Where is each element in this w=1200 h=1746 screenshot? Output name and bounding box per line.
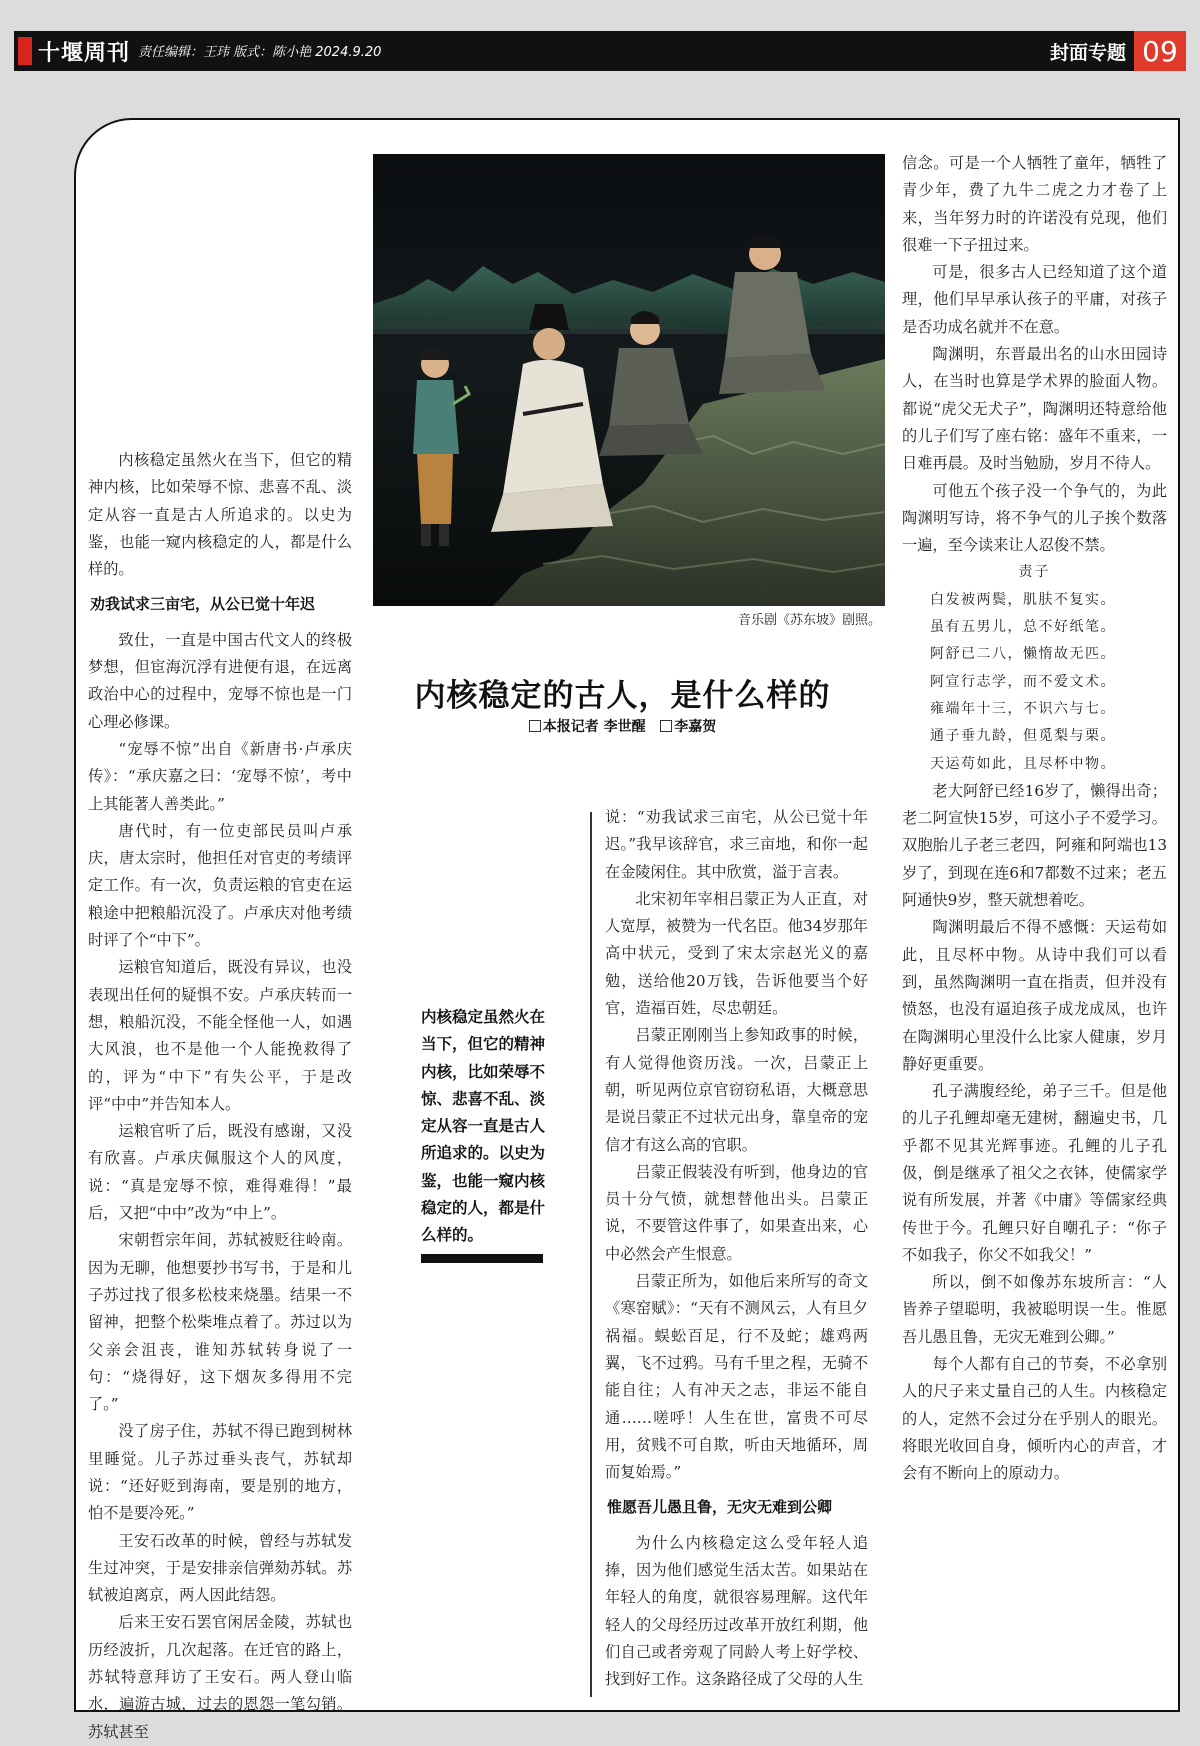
poem-line: 天运苟如此，且尽杯中物。 [930, 755, 1116, 772]
pull-quote-bar [421, 1254, 543, 1263]
byline [385, 716, 860, 736]
byline-reporter-2: 李嘉贺 [674, 719, 717, 735]
logo-text: 十堰周刊 [38, 39, 131, 66]
paragraph: 每个人都有自己的节奏，不必拿别人的尺子来丈量自己的人生。内核稳定的人，定然不会过分在乎别人的眼光。将眼光收回自身，倾听内心的声音，才会有不断向上的原动力。 [902, 1355, 1167, 1483]
editor-credits: 责任编辑：王玮 版式：陈小艳 2024.9.20 [138, 45, 382, 60]
paragraph: 后来王安石罢官闲居金陵，苏轼也历经波折，几次起落。在迁官的路上，苏轼特意拜访了王安石。两人登山临水，遍游古城，过去的恩怨一笔勾销。苏轼甚至 [88, 1613, 352, 1741]
paragraph: 老大阿舒已经16岁了，懒得出奇；老二阿宣快15岁，可这小子不爱学习。双胞胎儿子老三老四，阿雍和阿端也13岁了，到现在连6和7都数不过来；老五阿通快9岁，整天就想着吃。 [902, 781, 1167, 910]
paragraph: “宠辱不惊”出自《新唐书·卢承庆传》：“承庆嘉之曰：‘宠辱不惊’，考中上其能著人善类此。” [88, 739, 352, 813]
byline-marker [529, 720, 541, 732]
paragraph: 陶渊明最后不得不感慨：天运苟如此，且尽杯中物。从诗中我们可以看到，虽然陶渊明一直在指责，但并没有愤怒，也没有逼迫孩子成龙成凤，也许在陶渊明心里没什么比家人健康，岁月静好更重要。 [902, 918, 1167, 1073]
section-title: 封面专题 [1049, 42, 1126, 64]
poem-line: 白发被两鬓，肌肤不复实。 [930, 591, 1116, 608]
paragraph: 吕蒙正刚刚当上参知政事的时候，有人觉得他资历浅。一次，吕蒙正上朝，听见两位京官窃窃私语，大概意思是说吕蒙正不过状元出身，靠皇帝的宠信才有这么高的官职。 [605, 1026, 868, 1154]
paragraph: 内核稳定虽然火在当下，但它的精神内核，比如荣辱不惊、悲喜不乱、淡定从容一直是古人所追求的。以史为鉴，也能一窥内核稳定的人，都是什么样的。 [88, 451, 352, 579]
paragraph: 陶渊明，东晋最出名的山水田园诗人，在当时也算是学术界的脸面人物。都说“虎父无犬子”，陶渊明还特意给他的儿子们写了座右铭：盛年不重来，一日难再晨。及时当勉励，岁月不待人。 [902, 345, 1167, 473]
paragraph: 致仕，一直是中国古代文人的终极梦想，但宦海沉浮有进便有退，在远离政治中心的过程中，宠辱不惊也是一门心理必修课。 [88, 630, 352, 731]
paragraph: 王安石改革的时候，曾经与苏轼发生过冲突，于是安排亲信弹劾苏轼。苏轼被迫离京，两人因此结怨。 [88, 1531, 352, 1605]
article-column-1 [88, 447, 352, 1741]
paragraph: 北宋初年宰相吕蒙正为人正直，对人宽厚，被赞为一代名臣。他34岁那年高中状元，受到了宋太宗赵光义的嘉勉，送给他20万钱，告诉他要当个好官，造福百姓，尽忠朝廷。 [605, 889, 868, 1018]
pull-quote: 内核稳定虽然火在当下，但它的精神内核，比如荣辱不惊、悲喜不乱、淡定从容一直是古人所追求的。以史为鉴，也能一窥内核稳定的人，都是什么样的。 [421, 1008, 546, 1245]
poem-line: 阿舒已二八，懒惰故无匹。 [930, 646, 1116, 663]
poem-line: 通子垂九龄，但觅梨与栗。 [930, 728, 1116, 745]
stage-photo-illustration [373, 154, 885, 606]
masthead-logo [14, 31, 130, 71]
page-header [14, 31, 1186, 71]
poem-title: 责子 [1018, 564, 1051, 581]
poem-line: 雍端年十三，不识六与七。 [930, 700, 1116, 717]
photo-caption: 音乐剧《苏东坡》剧照。 [737, 613, 881, 628]
logo-mark [18, 37, 32, 65]
paragraph: 为什么内核稳定这么受年轻人追捧，因为他们感觉生活太苦。如果站在年轻人的角度，就很容易理解。这代年轻人的父母经历过改革开放红利期，他们自己或者旁观了同龄人考上好学校、找到好工作。这条路径成了父母的人生 [605, 1533, 868, 1689]
paragraph: 可他五个孩子没一个争气的，为此陶渊明写诗，将不争气的儿子挨个数落一遍，至今读来让人忍俊不禁。 [902, 481, 1167, 555]
stage-photo [373, 154, 885, 606]
paragraph: 所以，倒不如像苏东坡所言：“人皆养子望聪明，我被聪明误一生。惟愿吾儿愚且鲁，无灾无难到公卿。” [902, 1273, 1167, 1346]
byline-reporter: 本报记者 李世醒 [542, 719, 646, 735]
paragraph: 运粮官听了后，既没有感谢，又没有欣喜。卢承庆佩服这个人的风度，说：“真是宠辱不惊，难得难得！”最后，又把“中中”改为“中上”。 [88, 1122, 352, 1223]
poem-line: 虽有五男儿，总不好纸笔。 [930, 619, 1116, 636]
article-column-3 [605, 804, 868, 1700]
page-number: 09 [1134, 31, 1186, 71]
paragraph: 信念。可是一个人牺牲了童年，牺牲了青少年，费了九牛二虎之力才卷了上来，当年努力时的许诺没有兑现，他们很难一下子扭过来。 [902, 154, 1167, 254]
article-title: 内核稳定的古人，是什么样的 [414, 678, 831, 714]
column-divider [590, 812, 592, 1697]
byline-marker [660, 720, 672, 732]
article-column-4 [902, 150, 1167, 1700]
paragraph: 说：“劝我试求三亩宅，从公已觉十年迟。”我早该辞官，求三亩地，和你一起在金陵闲住。其中欣赏，溢于言表。 [605, 808, 868, 881]
paragraph: 可是，很多古人已经知道了这个道理，他们早早承认孩子的平庸，对孩子是否功成名就并不在意。 [902, 263, 1167, 336]
subheading: 惟愿吾儿愚且鲁，无灾无难到公卿 [607, 1498, 833, 1517]
paragraph: 没了房子住，苏轼不得已跑到树林里睡觉。儿子苏过垂头丧气，苏轼却说：“还好贬到海南，要是别的地方，怕不是要冷死。” [88, 1422, 352, 1523]
paragraph: 吕蒙正所为，如他后来所写的奇文《寒窑赋》：“天有不测风云，人有旦夕祸福。蜈蚣百足，行不及蛇；雄鸡两翼，飞不过鸦。马有千里之程，无骑不能自往；人有冲天之志，非运不能自通……嗟呼！人生在世，富贵不可尽用，贫贱不可自欺，听由天地循环，周而复始焉。” [605, 1272, 868, 1482]
paragraph: 宋朝哲宗年间，苏轼被贬往岭南。因为无聊，他想要抄书写书，于是和儿子苏过找了很多松枝来烧墨。结果一不留神，把整个松柴堆点着了。苏过以为父亲会沮丧，谁知苏轼转身说了一句：“烧得好，这下烟灰多得用不完了。” [88, 1231, 352, 1414]
paragraph: 吕蒙正假装没有听到，他身边的官员十分气愤，就想替他出头。吕蒙正说，不要管这件事了，如果查出来，心中必然会产生恨意。 [605, 1162, 868, 1263]
paragraph: 唐代时，有一位吏部民员叫卢承庆，唐太宗时，他担任对官吏的考绩评定工作。有一次，负责运粮的官吏在运粮途中把粮船沉没了。卢承庆对他考绩时评了个“中下”。 [88, 821, 352, 950]
poem-line: 阿宣行志学，而不爱文术。 [930, 673, 1116, 690]
subheading: 劝我试求三亩宅，从公已觉十年迟 [90, 595, 316, 614]
paragraph: 孔子满腹经纶，弟子三千。但是他的儿子孔鲤却毫无建树，翻遍史书，几乎都不见其光辉事迹。孔鲤的儿子孔伋，倒是继承了祖父之衣钵，使儒家学说有所发展，并著《中庸》等儒家经典传世于今。孔鲤只好自嘲孔子：“你子不如我子，你父不如我父！” [902, 1082, 1167, 1264]
paragraph: 运粮官知道后，既没有异议，也没表现出任何的疑惧不安。卢承庆转而一想，粮船沉没，不能全怪他一人，如遇大风浪，也不是他一个人能挽救得了的，评为“中下”有失公平，于是改评“中中”并告知本人。 [88, 958, 352, 1113]
